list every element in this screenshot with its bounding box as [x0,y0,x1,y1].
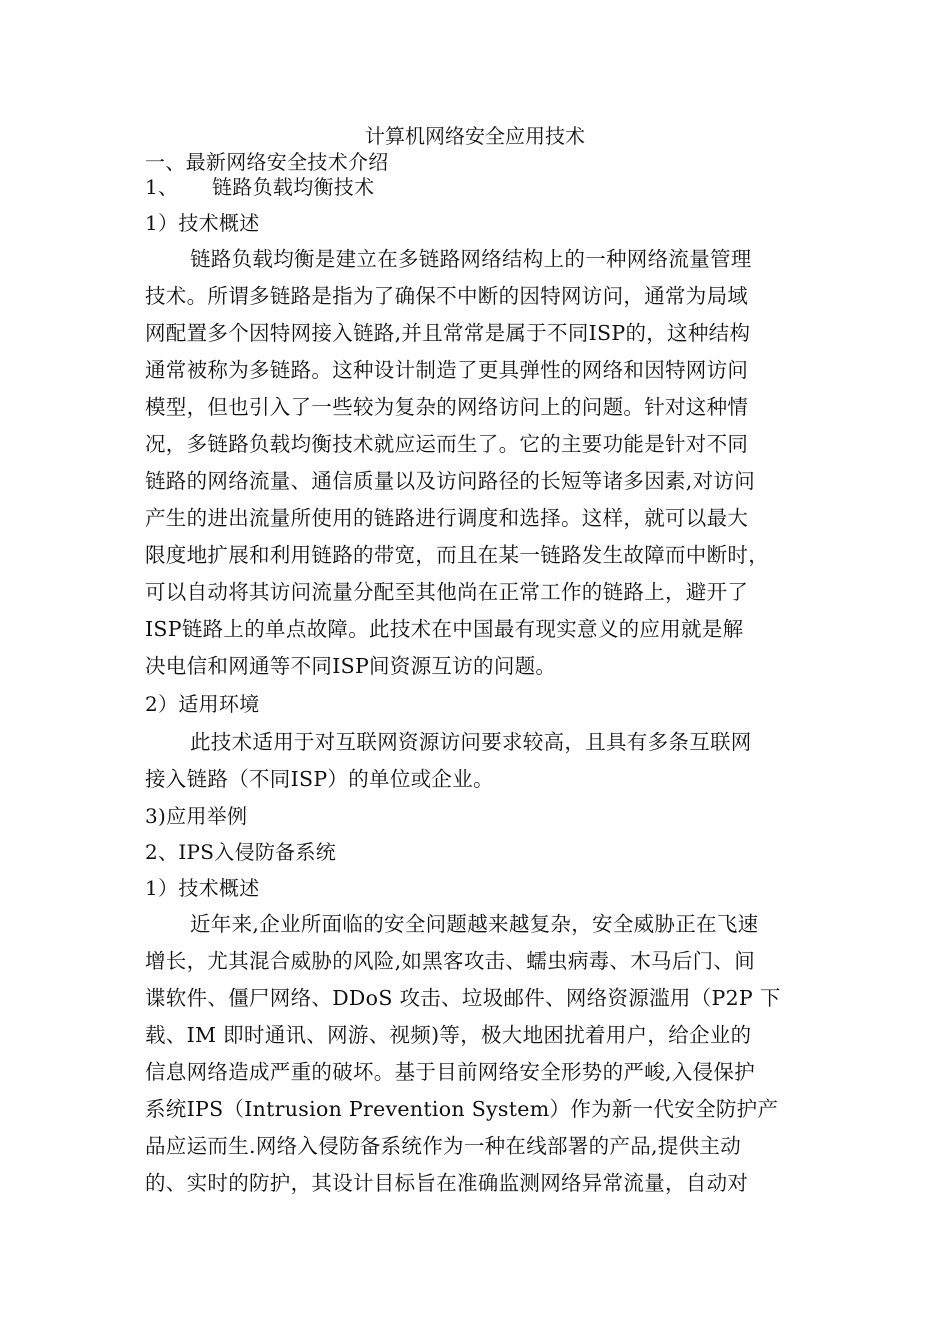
paragraph-line: 链路的网络流量、通信质量以及访问路径的长短等诸多因素,对访问 [145,469,756,493]
paragraph-line: 模型，但也引入了一些较为复杂的网络访问上的问题。针对这种情 [145,395,749,419]
paragraph-line: 可以自动将其访问流量分配至其他尚在正常工作的链路上，避开了 [145,580,749,604]
paragraph-line: 谍软件、僵尸网络、DDoS 攻击、垃圾邮件、网络资源滥用（P2P 下 [145,986,781,1010]
paragraph-line: 系统IPS（Intrusion Prevention System）作为新一代安全防护产 [145,1097,779,1121]
paragraph-line: 链路负载均衡是建立在多链路网络结构上的一种网络流量管理 [190,247,752,271]
paragraph-line: 技术。所谓多链路是指为了确保不中断的因特网访问，通常为局域 [145,284,749,308]
paragraph-line: 的、实时的防护，其设计目标旨在准确监测网络异常流量，自动对 [145,1171,749,1195]
paragraph-line: 品应运而生.网络入侵防备系统作为一种在线部署的产品,提供主动 [145,1134,742,1158]
paragraph-line: 决电信和网通等不同ISP间资源互访的问题。 [145,654,557,678]
paragraph-line: 此技术适用于对互联网资源访问要求较高，且具有多条互联网 [190,730,752,754]
paragraph-line: 载、IM 即时通讯、网游、视频)等，极大地困扰着用户，给企业的 [145,1023,752,1047]
paragraph-line: 信息网络造成严重的破坏。基于目前网络安全形势的严峻,入侵保护 [145,1060,756,1084]
paragraph-line: 产生的进出流量所使用的链路进行调度和选择。这样，就可以最大 [145,506,749,530]
paragraph-line: 限度地扩展和利用链路的带宽，而且在某一链路发生故障而中断时， [145,543,769,567]
paragraph-line: 网配置多个因特网接入链路,并且常常是属于不同ISP的，这种结构 [145,321,751,345]
paragraph-line: 近年来,企业所面临的安全问题越来越复杂，安全威胁正在飞速 [190,912,759,936]
item-heading-example: 3)应用举例 [145,804,248,828]
item-heading-overview-1: 1）技术概述 [145,211,260,235]
item-heading-environment: 2）适用环境 [145,692,260,716]
paragraph-line: ISP链路上的单点故障。此技术在中国最有现实意义的应用就是解 [145,617,744,641]
subsection-number-1: 1、 [145,175,179,199]
section-heading-1: 一、最新网络安全技术介绍 [145,150,389,174]
paragraph-line: 增长，尤其混合威胁的风险,如黑客攻击、蠕虫病毒、木马后门、间 [145,949,756,973]
item-heading-overview-2: 1）技术概述 [145,876,260,900]
paragraph-line: 通常被称为多链路。这种设计制造了更具弹性的网络和因特网访问 [145,358,749,382]
paragraph-line: 况，多链路负载均衡技术就应运而生了。它的主要功能是针对不同 [145,432,749,456]
document-title: 计算机网络安全应用技术 [365,124,585,148]
subsection-title-1: 链路负载均衡技术 [212,175,375,199]
subsection-title-2: 2、IPS入侵防备系统 [145,840,337,864]
paragraph-line: 接入链路（不同ISP）的单位或企业。 [145,767,494,791]
